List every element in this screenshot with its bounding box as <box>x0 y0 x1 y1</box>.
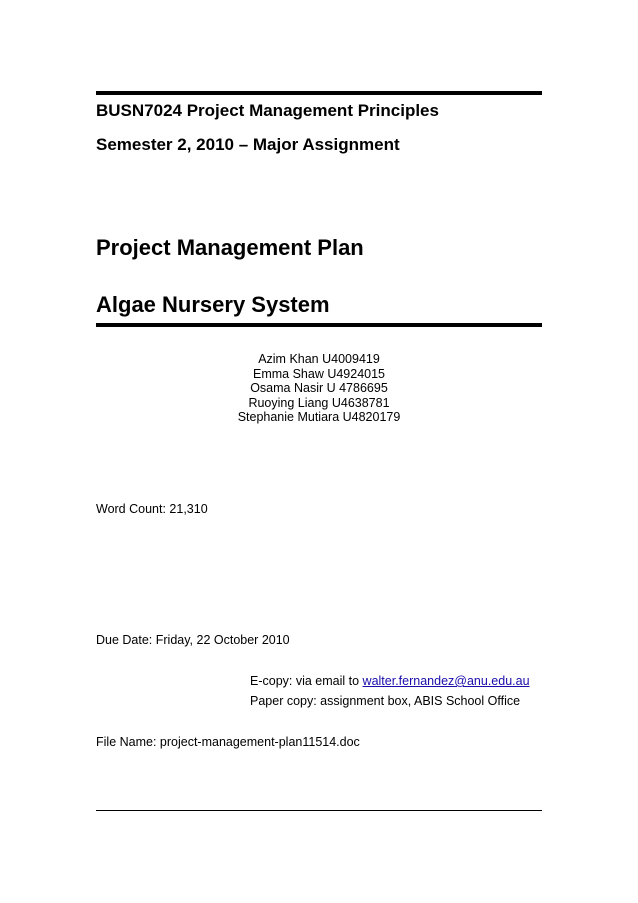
author-list <box>200 352 438 425</box>
author-item: Ruoying Liang U4638781 <box>248 395 390 410</box>
author-item: Azim Khan U4009419 <box>258 352 380 366</box>
due-date: Due Date: Friday, 22 October 2010 <box>96 633 290 647</box>
bottom-rule <box>96 810 542 811</box>
word-count: Word Count: 21,310 <box>96 502 208 516</box>
ecopy-line <box>250 674 530 688</box>
semester-line: Semester 2, 2010 – Major Assignment <box>96 135 400 154</box>
ecopy-email-link[interactable]: walter.fernandez@anu.edu.au <box>362 674 530 688</box>
document-subtitle: Algae Nursery System <box>96 292 330 317</box>
ecopy-prefix: E-copy: via email to <box>250 674 363 688</box>
course-title: BUSN7024 Project Management Principles <box>96 101 439 120</box>
file-name: File Name: project-management-plan11514.doc <box>96 735 360 749</box>
author-item: Osama Nasir U 4786695 <box>250 381 388 395</box>
title-rule <box>96 323 542 327</box>
document-title: Project Management Plan <box>96 235 364 260</box>
author-item: Stephanie Mutiara U4820179 <box>237 410 401 424</box>
author-item: Emma Shaw U4924015 <box>252 366 386 381</box>
paper-copy-line: Paper copy: assignment box, ABIS School Office <box>250 694 521 708</box>
top-rule <box>96 91 542 95</box>
